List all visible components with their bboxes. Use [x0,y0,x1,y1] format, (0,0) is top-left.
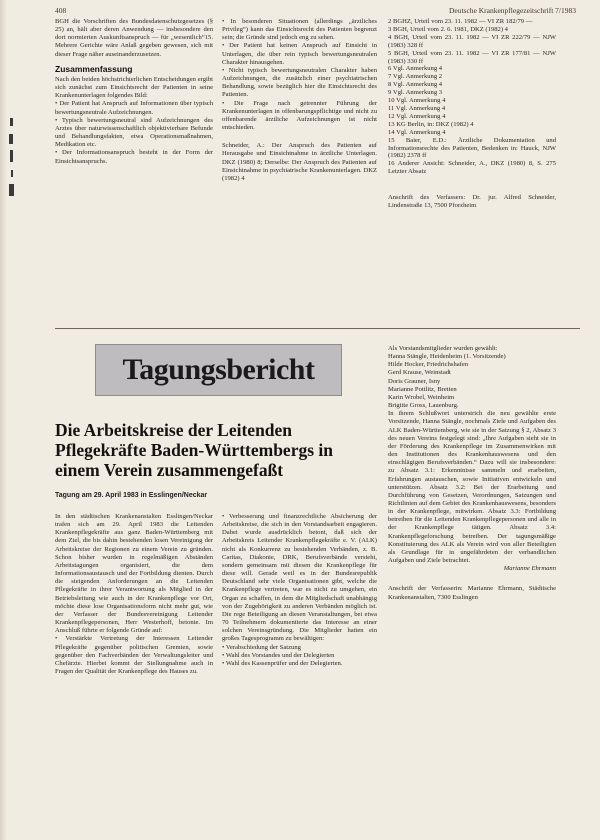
summary-bullet: • Die Frage nach getrennter Führung der Krankenunterlagen in offenbarungspflichtige und nicht zu offenbarende ärztliche Aufzeichnungen ist nicht entschieden. [222,99,377,132]
board-member: Karin Wrobel, Weinheim [388,393,455,401]
footnote-line: 11 Vgl. Anmerkung 4 [388,104,446,112]
summary-text: Nach den beiden höchstrichterlichen Entscheidungen ergibt sich zunächst zum Einsichtsrecht der Patienten in seine Krankenunterlagen folgendes Bild: [55,75,213,100]
report-headline: Die Arbeitskreise der Leitenden Pflegekräfte Baden-Württembergs in einem Verein zusammengefaßt [55,420,333,480]
board-member: Brigitte Gross, Lauenburg. [388,402,459,410]
report-bullet-list: • Verabschiedung der Satzung • Wahl des Vorstandes und der Delegierten • Wahl des Kassenprüfer und der Delegierten. [222,643,343,667]
author-address: Anschrift des Verfassers: Dr. jur. Alfred Schneider, Lindenstraße 13, 7500 Pforzheim [388,194,556,210]
board-member: Marianne Pottlitz, Bretten [388,385,457,393]
footnote-line: 13 KG Berlin, in: DKZ (1982) 4 [388,120,474,128]
summary-bullet: • In besonderen Situationen (allerdings „ärztliches Privileg“) kann das Einsichtsrecht des Patienten begrenzt sein; die Gründe sind jedoch eng zu sehen. [222,18,377,42]
footnote-line: 3 BGH, Urteil vom 2. 6. 1981, DKZ (1982) 4 [388,25,508,33]
section-divider [55,328,580,329]
report-paragraph: In den städtischen Krankenanstalten Esslingen/Neckar trafen sich am 29. April 1983 die Leitenden Krankenpflegekräfte aus ganz Baden-Württemberg mit dem Ziel, die bis dahin bestehenden losen Vereinigung der Arbeitskreise der Regionen zu einem Verein zu gründen. Schon bisher wurden in regelmäßigen Abständen Arbeitstagungen organisiert, die dem Informationsaustausch und der Fortbildung dienten. Durch die steigenden Anforderungen an die Leitenden Pflegekräfte in ihrer Verantwortung als Mitglied in der Betriebsleitung wie auch in der Krankenpflege vor Ort, möchte diese lose Organisationsform nicht mehr gut, wie der Verfasser der Bundesvereinigung Leitender Krankenpflegepersonen, Herr Westerhoff, betonte. Im Anschluß führte er folgende Gründe auf: [55,513,213,635]
board-member: Doris Grauner, Isny [388,377,441,385]
footnotes-column [388,18,556,210]
footnote-line: 5 BGH, Urteil vom 23. 11. 1982 — VI ZR 177/81 — NJW (1983) 330 ff [388,49,556,65]
report-column-1 [55,513,213,676]
report-paragraph: • Verbesserung und finanzrechtliche Absicherung der Arbeitskreise, die sich in den Vorstandsarbeit engagieren. Dabei wurde ausdrücklich betont, daß sich der Arbeitskreis Leitender Krankenpflegekräfte e. V. (ALK) nicht als Konkurrenz zu bestehenden Verbänden, z. B. Caritas, Diakonie, DRK, Berufsverbände versteht, sondern gemeinsam mit diesen die Krankenpflege für diese will. Gerade weil es in der Bundesrepublik Deutschland sehr viele Organisationen gibt, welche die Krankenpflege vertreten, war es nicht zu umgehen, ein Organ zu schaffen, in dem die Mitgliedschaft unabhängig von der Zugehörigkeit zu anderen Verbänden möglich ist. Die rege Beteiligung an diesen Veranstaltungen, bei etwa 70 Teilnehmern dokumentierte das Interesse an einer solchen Vereinsgründung. Die Mitglieder hatten ein großes Tagesprogramm zu bewältigen: [222,513,377,643]
footnote-line: 15 Baier, E.D.: Ärztliche Dokumentation und Informationsrechte des Patienten, Bedenken in: Hauck, NJW (1982) 2378 ff [388,136,556,160]
article-intro: BGH die Vorschriften des Bundesdatenschutzgesetzes (§ 25) an, hält aber deren Anwendung — insbesondere den dort normierten Auskunftsanspruch — für „wesentlich“15. Mehrere Gerichte wäre Anlaß gegeben gewesen, sich mit dieser Frage näher auseinanderzusetzen. [55,18,213,58]
footnote-line: 9 Vgl. Anmerkung 3 [388,89,443,97]
board-member-list [388,353,556,410]
report-paragraph: In ihrem Schlußwort unterstrich die neu gewählte erste Vorsitzende, Hanna Stängle, nochmals Ziele und Aufgaben des ALK Baden-Württemberg, wie sie in der Satzung § 2, Absatz 3 des neuen Vereins festgelegt sind: „Ihre Aufgaben sieht sie in der Förderung des Krankenpflege im Zusammenwirken mit den Institutionen des Krankenhauswesens und den einschlägigen Berufsverbänden.“ Dazu will sie insbesondere: zu Absatz 3.1: Erkenntnisse sammeln und erarbeiten, Erfahrungen austauschen, sowie Initiativen entwickeln und unterstützen. Absatz 3.2: Bei der Erarbeitung und Durchführung von Gesetzen, Verordnungen, Satzungen und Richtlinien auf dem Gebiet des Krankenhauswesens, besonders in der Krankenpflege, mitwirken. Absatz 3.3: Fortbildung betreiben für die Leitenden Krankenpflegepersonen und alle in der Krankenpflege tätigen. Absatz 3.4: Krankenpflegeforschung betreiben. Der tagungsmäßige Konstituierung des ALK als Verein wird von aller Beteiligten als Grundlage für in ungefährdeten der verbandlichen Aufgaben und Ziele betrachtet. [388,410,556,565]
board-member: Hilde Hocker, Friedrichshafen [388,361,469,369]
color-registration-marks [0,118,18,208]
report-column-2 [222,513,377,668]
summary-bullet: • Typisch bewertungsneutral sind Aufzeichnungen des Arztes über naturwissenschaftlich objektivierbare Befunde und Behandlungsfakten, etwa Operationsmaßnahmen, Medikation etc. [55,116,213,149]
summary-bullet: • Der Informationsanspruch besteht in der Form der Einsichtsanspruchs. [55,149,213,165]
summary-bullet: • Nicht typisch bewertungsneutralen Charakter haben Aufzeichnungen, die zusätzlich einer psychiatrischen Behandlung, sowie bezüglich hier die Einsichtsrecht des Patienten. [222,66,377,99]
footnote-line: 14 Vgl. Anmerkung 4 [388,128,446,136]
board-member: Gerd Krause, Weinstadt [388,369,451,377]
footnote-line: 8 Vgl. Anmerkung 4 [388,81,443,89]
footnote-list [388,18,556,176]
footnote-line: 2 BGHZ, Urteil vom 23. 11. 1982 — VI ZR 182/79 — [388,18,533,25]
footnote-line: 4 BGH, Urteil vom 23. 11. 1982 — VI ZR 222/79 — NJW (1983) 328 ff [388,33,556,49]
section-banner: Tagungsbericht [95,344,342,396]
article-middle-column [222,18,377,183]
author-address: Anschrift der Verfasserin: Marianne Ehrmann, Städtische Krankenanstalten, 7300 Esslingen [388,585,556,601]
journal-header: Deutsche Krankenpflegezeitschrift 7/1983 [448,6,576,15]
section-heading: Zusammenfassung [55,63,133,74]
report-column-3 [388,345,556,602]
report-subline: Tagung am 29. April 1983 in Esslingen/Neckar [55,492,208,499]
footnote-line: 12 Vgl. Anmerkung 4 [388,112,446,120]
article-left-column [55,18,213,166]
board-intro: Als Vorstandsmitglieder wurden gewählt: [388,345,498,352]
summary-bullet: • Der Patient hat Anspruch auf Informationen über typisch bewertungsneutrale Aufzeichnungen. [55,100,213,116]
page-number: 408 [55,6,67,15]
summary-bullet: • Der Patient hat keinen Anspruch auf Einsicht in Unterlagen, die über rein typisch bewertungsneutralen Charakter hinausgehen. [222,42,377,66]
footnote-line: 16 Anderer Ansicht: Schneider, A., DKZ (1980) 8, S. 275 Letzter Absatz [388,160,556,176]
board-member: Hanna Stängle, Heidenheim (1. Vorsitzende) [388,353,506,361]
footnote-line: 7 Vgl. Anmerkung 2 [388,73,443,81]
footnote-reference: Schneider, A.: Der Anspruch des Patienten auf Herausgabe und Einsichtnahme in ärztliche Unterlagen. DKZ (1980) 8; Derselbe: Der Anspruch des Patienten auf Einsichtnahme in psychiatrische Krankenunterlagen. DKZ (1982) 4 [222,142,377,182]
footnote-line: 10 Vgl. Anmerkung 4 [388,97,446,105]
report-signature: Marianne Ehrmann [503,565,556,573]
report-bullet: • Verstärkte Vertretung der Interessen Leitender Pflegekräfte gegenüber politischen Gremien, sowie gegenüber den Fachverbänden der Verwaltungsleiter und Chefärzte. Hierbei kommt der Stellungnahme auch in Fragen der Qualität der Krankenpflege des Hauses zu. [55,635,213,675]
footnote-line: 6 Vgl. Anmerkung 4 [388,65,443,73]
